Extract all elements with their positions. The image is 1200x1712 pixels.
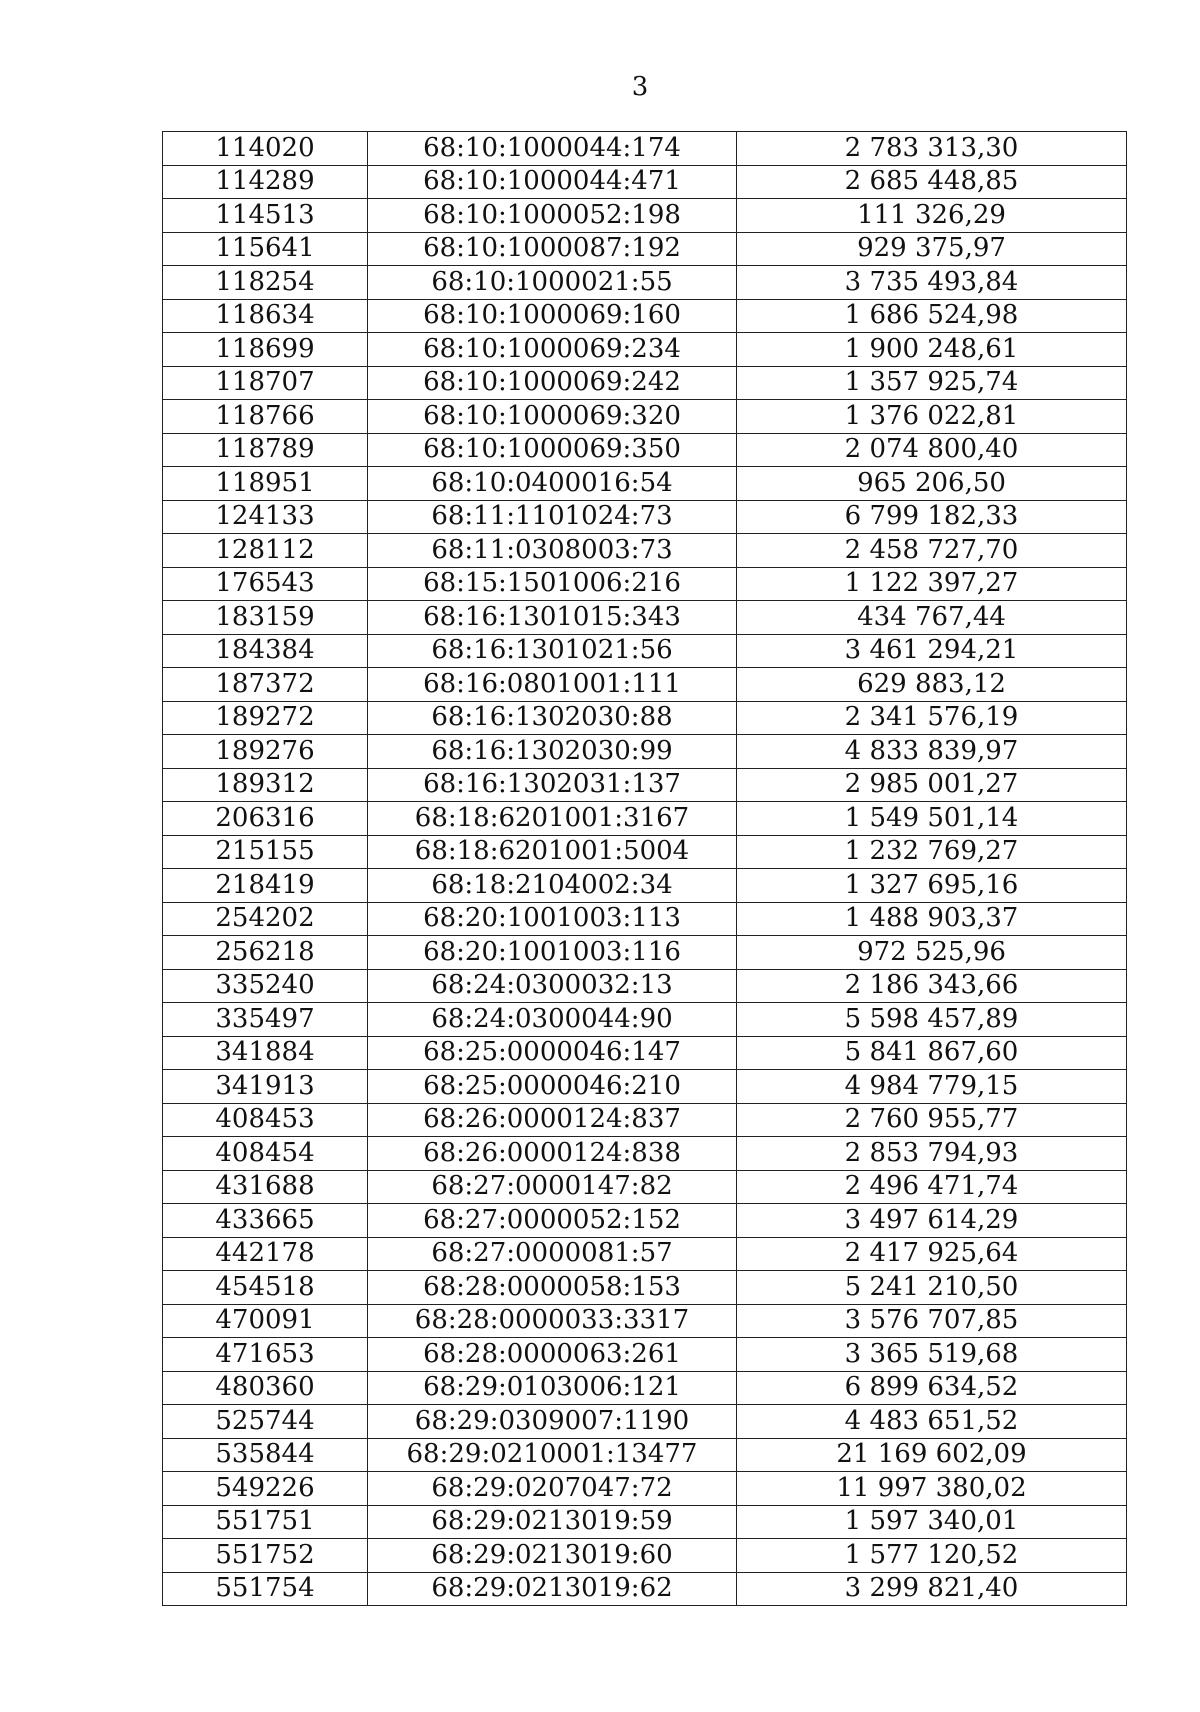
table-row [163,1405,1127,1439]
object-id-cell: 433665 [163,1204,368,1238]
object-id-cell: 480360 [163,1371,368,1405]
cadastral-number-cell: 68:10:1000069:350 [368,433,737,467]
cadastral-number-cell: 68:10:1000069:320 [368,400,737,434]
object-id-cell: 189276 [163,735,368,769]
object-id-cell: 183159 [163,601,368,635]
table-row [163,969,1127,1003]
table-row [163,601,1127,635]
table-row [163,1438,1127,1472]
cadastral-value-cell: 3 299 821,40 [737,1572,1127,1606]
object-id-cell: 471653 [163,1338,368,1372]
cadastral-value-cell: 2 760 955,77 [737,1103,1127,1137]
cadastral-number-cell: 68:10:1000069:160 [368,299,737,333]
table-row [163,299,1127,333]
cadastral-number-cell: 68:29:0213019:59 [368,1505,737,1539]
cadastral-number-cell: 68:10:0400016:54 [368,467,737,501]
cadastral-value-cell: 2 186 343,66 [737,969,1127,1003]
cadastral-number-cell: 68:11:1101024:73 [368,500,737,534]
cadastral-number-cell: 68:27:0000052:152 [368,1204,737,1238]
cadastral-value-cell: 1 327 695,16 [737,869,1127,903]
cadastral-value-cell: 2 685 448,85 [737,165,1127,199]
object-id-cell: 118789 [163,433,368,467]
cadastral-number-cell: 68:10:1000052:198 [368,199,737,233]
cadastral-value-cell: 2 985 001,27 [737,768,1127,802]
table-row [163,433,1127,467]
cadastral-value-cell: 1 357 925,74 [737,366,1127,400]
cadastral-value-cell: 5 841 867,60 [737,1036,1127,1070]
table-row [163,232,1127,266]
cadastral-number-cell: 68:18:2104002:34 [368,869,737,903]
cadastral-value-cell: 3 576 707,85 [737,1304,1127,1338]
table-row [163,1204,1127,1238]
table-row [163,400,1127,434]
cadastral-number-cell: 68:29:0213019:62 [368,1572,737,1606]
cadastral-value-cell: 21 169 602,09 [737,1438,1127,1472]
table-row [163,534,1127,568]
cadastral-value-cell: 3 365 519,68 [737,1338,1127,1372]
table-row [163,902,1127,936]
table-row [163,333,1127,367]
table-row [163,567,1127,601]
table-row [163,1237,1127,1271]
object-id-cell: 335497 [163,1003,368,1037]
cadastral-number-cell: 68:25:0000046:210 [368,1070,737,1104]
object-id-cell: 408453 [163,1103,368,1137]
object-id-cell: 551751 [163,1505,368,1539]
object-id-cell: 124133 [163,500,368,534]
table-row [163,634,1127,668]
object-id-cell: 189312 [163,768,368,802]
table-row [163,467,1127,501]
cadastral-value-cell: 5 598 457,89 [737,1003,1127,1037]
object-id-cell: 408454 [163,1137,368,1171]
cadastral-value-cell: 965 206,50 [737,467,1127,501]
table-row [163,869,1127,903]
cadastral-value-cell: 3 461 294,21 [737,634,1127,668]
cadastral-value-cell: 111 326,29 [737,199,1127,233]
object-id-cell: 115641 [163,232,368,266]
cadastral-value-cell: 1 597 340,01 [737,1505,1127,1539]
cadastral-value-cell: 1 549 501,14 [737,802,1127,836]
object-id-cell: 128112 [163,534,368,568]
cadastral-value-cell: 5 241 210,50 [737,1271,1127,1305]
table-row [163,1338,1127,1372]
cadastral-value-cell: 1 686 524,98 [737,299,1127,333]
cadastral-value-cell: 1 376 022,81 [737,400,1127,434]
cadastral-value-cell: 4 833 839,97 [737,735,1127,769]
cadastral-number-cell: 68:11:0308003:73 [368,534,737,568]
table-row [163,1103,1127,1137]
object-id-cell: 189272 [163,701,368,735]
cadastral-number-cell: 68:26:0000124:837 [368,1103,737,1137]
cadastral-number-cell: 68:27:0000081:57 [368,1237,737,1271]
table-row [163,199,1127,233]
cadastral-number-cell: 68:29:0309007:1190 [368,1405,737,1439]
cadastral-value-cell: 6 899 634,52 [737,1371,1127,1405]
cadastral-value-cell: 2 341 576,19 [737,701,1127,735]
cadastral-number-cell: 68:28:0000058:153 [368,1271,737,1305]
cadastral-value-cell: 3 497 614,29 [737,1204,1127,1238]
object-id-cell: 551754 [163,1572,368,1606]
table-row [163,165,1127,199]
table-row [163,266,1127,300]
cadastral-value-cell: 629 883,12 [737,668,1127,702]
table-body [163,132,1127,1606]
cadastral-value-cell: 2 417 925,64 [737,1237,1127,1271]
table-row [163,1371,1127,1405]
cadastral-number-cell: 68:16:1301015:343 [368,601,737,635]
cadastral-number-cell: 68:18:6201001:5004 [368,835,737,869]
object-id-cell: 114289 [163,165,368,199]
table-row [163,1070,1127,1104]
object-id-cell: 114020 [163,132,368,166]
object-id-cell: 335240 [163,969,368,1003]
cadastral-value-cell: 1 488 903,37 [737,902,1127,936]
table-row [163,1170,1127,1204]
object-id-cell: 114513 [163,199,368,233]
cadastral-number-cell: 68:10:1000069:242 [368,366,737,400]
object-id-cell: 118254 [163,266,368,300]
table-row [163,500,1127,534]
object-id-cell: 215155 [163,835,368,869]
cadastral-number-cell: 68:29:0207047:72 [368,1472,737,1506]
table-row [163,768,1127,802]
object-id-cell: 341913 [163,1070,368,1104]
object-id-cell: 470091 [163,1304,368,1338]
table-row [163,1271,1127,1305]
cadastral-number-cell: 68:10:1000044:471 [368,165,737,199]
cadastral-number-cell: 68:10:1000021:55 [368,266,737,300]
object-id-cell: 535844 [163,1438,368,1472]
cadastral-value-cell: 434 767,44 [737,601,1127,635]
object-id-cell: 184384 [163,634,368,668]
table-row [163,802,1127,836]
table-row [163,835,1127,869]
cadastral-number-cell: 68:29:0210001:13477 [368,1438,737,1472]
cadastral-value-table [162,131,1127,1606]
object-id-cell: 341884 [163,1036,368,1070]
object-id-cell: 549226 [163,1472,368,1506]
cadastral-value-cell: 4 483 651,52 [737,1405,1127,1439]
cadastral-number-cell: 68:10:1000087:192 [368,232,737,266]
cadastral-number-cell: 68:28:0000063:261 [368,1338,737,1372]
object-id-cell: 187372 [163,668,368,702]
cadastral-value-cell: 1 900 248,61 [737,333,1127,367]
table-row [163,1505,1127,1539]
table-row [163,1472,1127,1506]
cadastral-number-cell: 68:24:0300044:90 [368,1003,737,1037]
cadastral-value-cell: 929 375,97 [737,232,1127,266]
table-row [163,132,1127,166]
cadastral-value-cell: 1 232 769,27 [737,835,1127,869]
cadastral-number-cell: 68:26:0000124:838 [368,1137,737,1171]
cadastral-value-cell: 2 496 471,74 [737,1170,1127,1204]
cadastral-number-cell: 68:27:0000147:82 [368,1170,737,1204]
cadastral-number-cell: 68:25:0000046:147 [368,1036,737,1070]
cadastral-number-cell: 68:16:1301021:56 [368,634,737,668]
object-id-cell: 118634 [163,299,368,333]
object-id-cell: 206316 [163,802,368,836]
object-id-cell: 118951 [163,467,368,501]
table-row [163,1036,1127,1070]
table-row [163,1003,1127,1037]
cadastral-number-cell: 68:15:1501006:216 [368,567,737,601]
cadastral-value-cell: 3 735 493,84 [737,266,1127,300]
table-row [163,735,1127,769]
cadastral-number-cell: 68:24:0300032:13 [368,969,737,1003]
object-id-cell: 218419 [163,869,368,903]
object-id-cell: 256218 [163,936,368,970]
object-id-cell: 118699 [163,333,368,367]
cadastral-number-cell: 68:16:1302031:137 [368,768,737,802]
table-row [163,1137,1127,1171]
table-row [163,1539,1127,1573]
cadastral-value-cell: 2 853 794,93 [737,1137,1127,1171]
object-id-cell: 431688 [163,1170,368,1204]
cadastral-value-cell: 2 783 313,30 [737,132,1127,166]
cadastral-value-cell: 2 074 800,40 [737,433,1127,467]
cadastral-value-cell: 4 984 779,15 [737,1070,1127,1104]
cadastral-number-cell: 68:29:0103006:121 [368,1371,737,1405]
cadastral-number-cell: 68:16:0801001:111 [368,668,737,702]
cadastral-number-cell: 68:29:0213019:60 [368,1539,737,1573]
cadastral-value-cell: 11 997 380,02 [737,1472,1127,1506]
cadastral-value-cell: 1 122 397,27 [737,567,1127,601]
object-id-cell: 118707 [163,366,368,400]
cadastral-value-cell: 2 458 727,70 [737,534,1127,568]
cadastral-value-cell: 972 525,96 [737,936,1127,970]
cadastral-value-cell: 6 799 182,33 [737,500,1127,534]
cadastral-number-cell: 68:10:1000069:234 [368,333,737,367]
cadastral-number-cell: 68:20:1001003:113 [368,902,737,936]
table-row [163,366,1127,400]
cadastral-number-cell: 68:10:1000044:174 [368,132,737,166]
object-id-cell: 454518 [163,1271,368,1305]
table-row [163,701,1127,735]
page-number: 3 [631,72,649,102]
object-id-cell: 176543 [163,567,368,601]
cadastral-value-cell: 1 577 120,52 [737,1539,1127,1573]
cadastral-number-cell: 68:20:1001003:116 [368,936,737,970]
cadastral-number-cell: 68:16:1302030:99 [368,735,737,769]
cadastral-number-cell: 68:28:0000033:3317 [368,1304,737,1338]
cadastral-number-cell: 68:16:1302030:88 [368,701,737,735]
object-id-cell: 254202 [163,902,368,936]
object-id-cell: 525744 [163,1405,368,1439]
table-row [163,1572,1127,1606]
table-row [163,936,1127,970]
table-row [163,1304,1127,1338]
object-id-cell: 442178 [163,1237,368,1271]
cadastral-number-cell: 68:18:6201001:3167 [368,802,737,836]
object-id-cell: 118766 [163,400,368,434]
table-row [163,668,1127,702]
object-id-cell: 551752 [163,1539,368,1573]
